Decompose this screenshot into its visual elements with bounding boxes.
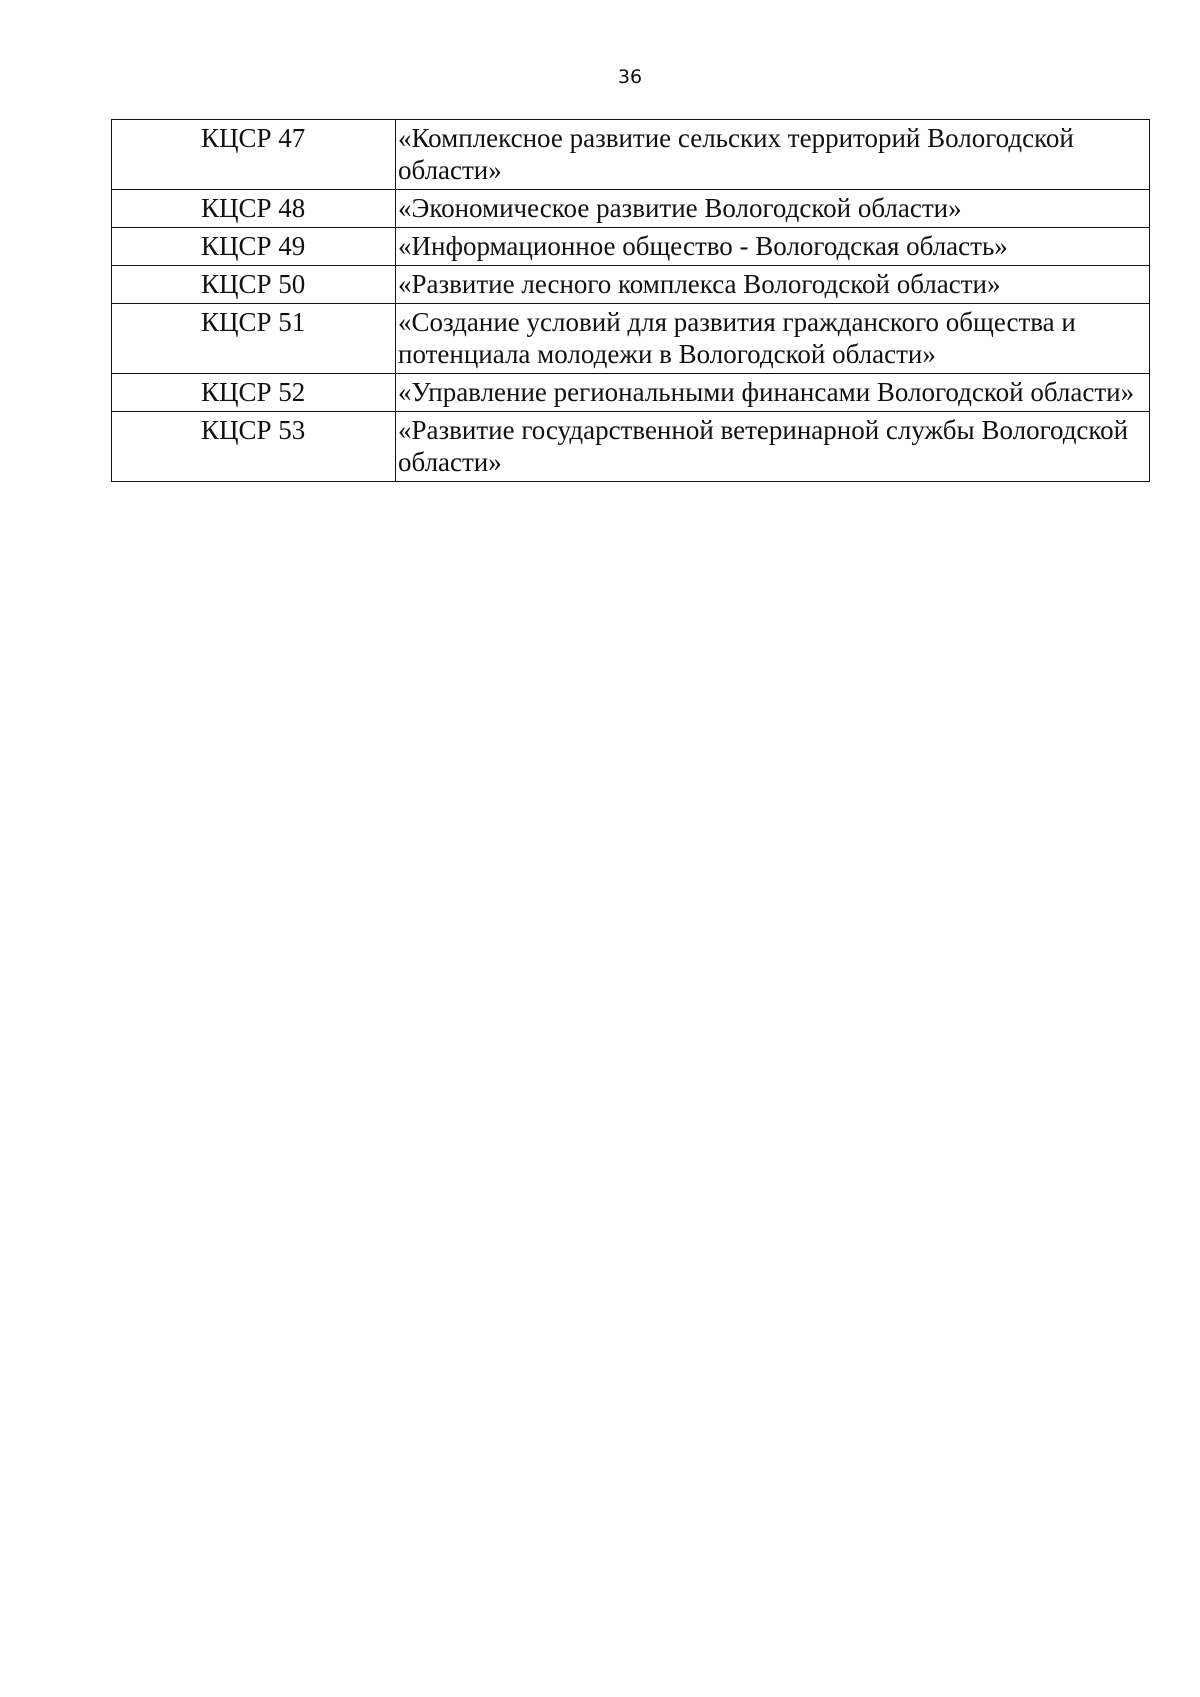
code-cell: КЦСР 51: [112, 304, 396, 374]
code-cell: КЦСР 47: [112, 120, 396, 190]
code-cell: КЦСР 48: [112, 190, 396, 228]
table-row: [112, 412, 1150, 482]
table-row: [112, 190, 1150, 228]
code-cell: КЦСР 53: [112, 412, 396, 482]
code-cell: КЦСР 49: [112, 228, 396, 266]
page-number: 36: [617, 66, 643, 88]
name-cell: «Управление региональными финансами Вологодской области»: [396, 374, 1150, 412]
table-row: [112, 374, 1150, 412]
table-row: [112, 228, 1150, 266]
table-row: [112, 266, 1150, 304]
name-cell: «Информационное общество - Вологодская область»: [396, 228, 1150, 266]
table-row: [112, 304, 1150, 374]
name-cell: «Развитие государственной ветеринарной службы Вологодской области»: [396, 412, 1150, 482]
name-cell: «Создание условий для развития гражданского общества и потенциала молодежи в Вологодской области»: [396, 304, 1150, 374]
program-codes-table: [111, 119, 1150, 482]
code-cell: КЦСР 50: [112, 266, 396, 304]
name-cell: «Развитие лесного комплекса Вологодской области»: [396, 266, 1150, 304]
code-cell: КЦСР 52: [112, 374, 396, 412]
name-cell: «Экономическое развитие Вологодской области»: [396, 190, 1150, 228]
name-cell: «Комплексное развитие сельских территорий Вологодской области»: [396, 120, 1150, 190]
table-row: [112, 120, 1150, 190]
